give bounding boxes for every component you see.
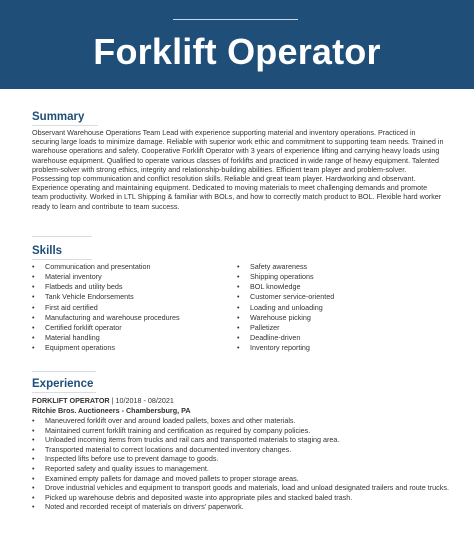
skill-item: • Customer service-oriented — [237, 292, 335, 302]
job-dates: | 10/2018 - 08/2021 — [109, 396, 174, 405]
bullet-icon: • — [237, 272, 240, 282]
bullet-icon: • — [32, 502, 35, 512]
bullet-icon: • — [32, 262, 35, 271]
bullet-icon: • — [32, 292, 35, 302]
skills-list-left — [32, 262, 222, 353]
skill-item: • Safety awareness — [237, 262, 308, 271]
list-item: • Examined empty pallets for damage and moved pallets to proper storage areas. — [32, 473, 299, 483]
list-item: • Transported material to correct locations and documented inventory changes. — [32, 444, 292, 454]
summary-text: Observant Warehouse Operations Team Lead with experience supporting material and inventory operations. Practiced in securing large loads to minimize damage. Reliable with superior work ethic and commitment to supporting team needs. Trained in warehouse operations and safety. Cooperative Forklift Operator with 3 years of experience lifting and carrying heavy loads using warehouse equipment. Qualified to operate various classes of forklifts and practiced in wide range of heavy equipment. Talented problem-solver with strong ethics, integrity and relationship-building abilities. Efficient team player and problem-solver. Possessing top communication and conflict resolution skills. Reliable and great team player. Hardworking and observant. Experience operating and maintaining equipment. Dedicated to moving materials to meet challenging demands and promote team productivity. Worked in LTL Shipping & familiar with BOLs, and how to correctly match product to BOL. Flexible hard worker ready to learn and contribute to team success. — [32, 128, 444, 211]
bullet-icon: • — [32, 302, 35, 312]
skill-item: • First aid certified — [32, 302, 98, 312]
bullet-icon: • — [32, 463, 35, 473]
bullet-icon: • — [237, 282, 240, 292]
skill-item: • Warehouse picking — [237, 312, 311, 322]
bullet-icon: • — [32, 282, 35, 292]
bullet-icon: • — [32, 483, 35, 493]
skill-item: • Shipping operations — [237, 272, 314, 282]
skill-item: • Material inventory — [32, 272, 102, 282]
bullet-icon: • — [32, 416, 35, 425]
skill-item: • Deadline-driven — [237, 332, 301, 342]
experience-bullets — [32, 416, 450, 512]
skills-heading: Skills — [32, 245, 63, 257]
skills-top-divider — [32, 236, 92, 237]
skill-item: • BOL knowledge — [237, 282, 301, 292]
list-item: • Noted and recorded receipt of materials on drivers' paperwork. — [32, 502, 244, 512]
skill-item: • Loading and unloading — [237, 302, 323, 312]
job-title: FORKLIFT OPERATOR — [32, 396, 110, 405]
skill-item: • Flatbeds and utility beds — [32, 282, 123, 292]
header-divider — [173, 19, 298, 20]
bullet-icon: • — [237, 302, 240, 312]
skill-item: • Palletizer — [237, 322, 280, 332]
skill-item: • Inventory reporting — [237, 343, 310, 353]
skill-item: • Material handling — [32, 332, 100, 342]
bullet-icon: • — [32, 492, 35, 502]
bullet-icon: • — [237, 292, 240, 302]
list-item: • Picked up warehouse debris and deposited waste into appropriate piles and stacked baled trash. — [32, 492, 353, 502]
bullet-icon: • — [32, 435, 35, 445]
bullet-icon: • — [32, 332, 35, 342]
bullet-icon: • — [32, 322, 35, 332]
resume-title: Forklift Operator — [93, 31, 381, 72]
bullet-icon: • — [237, 312, 240, 322]
skills-list-right — [237, 262, 427, 353]
list-item: • Reported safety and quality issues to management. — [32, 463, 209, 473]
summary-heading: Summary — [32, 111, 85, 123]
bullet-icon: • — [32, 454, 35, 464]
skill-item: • Certified forklift operator — [32, 322, 122, 332]
bullet-icon: • — [32, 312, 35, 322]
list-item: • Unloaded incoming items from trucks and rail cars and transported materials to staging area. — [32, 435, 340, 445]
skill-item: • Tank Vehicle Endorsements — [32, 292, 134, 302]
bullet-icon: • — [237, 343, 240, 353]
experience-divider — [32, 392, 96, 393]
job-title-line — [32, 396, 174, 405]
summary-divider — [32, 125, 98, 126]
list-item: • Maneuvered forklift over and around loaded pallets, boxes and other materials. — [32, 416, 296, 425]
experience-top-divider — [32, 371, 96, 372]
bullet-icon: • — [237, 322, 240, 332]
bullet-icon: • — [32, 425, 35, 435]
skill-item: • Manufacturing and warehouse procedures — [32, 312, 180, 322]
job-company: Ritchie Bros. Auctioneers - Chambersburg, PA — [32, 406, 191, 415]
skill-item: • Communication and presentation — [32, 262, 151, 271]
resume-header — [0, 0, 474, 89]
skill-item: • Equipment operations — [32, 343, 115, 353]
skills-divider — [32, 259, 92, 260]
bullet-icon: • — [32, 272, 35, 282]
bullet-icon: • — [32, 343, 35, 353]
list-item: • Maintained current forklift training and certification as required by company policies. — [32, 425, 311, 435]
experience-heading: Experience — [32, 378, 94, 390]
bullet-icon: • — [32, 444, 35, 454]
list-item: • Drove industrial vehicles and equipment to transport goods and materials, load and unload designated trailers and route trucks. — [32, 483, 449, 493]
list-item: • Inspected lifts before use to prevent damage to goods. — [32, 454, 219, 464]
bullet-icon: • — [237, 332, 240, 342]
bullet-icon: • — [237, 262, 240, 271]
bullet-icon: • — [32, 473, 35, 483]
